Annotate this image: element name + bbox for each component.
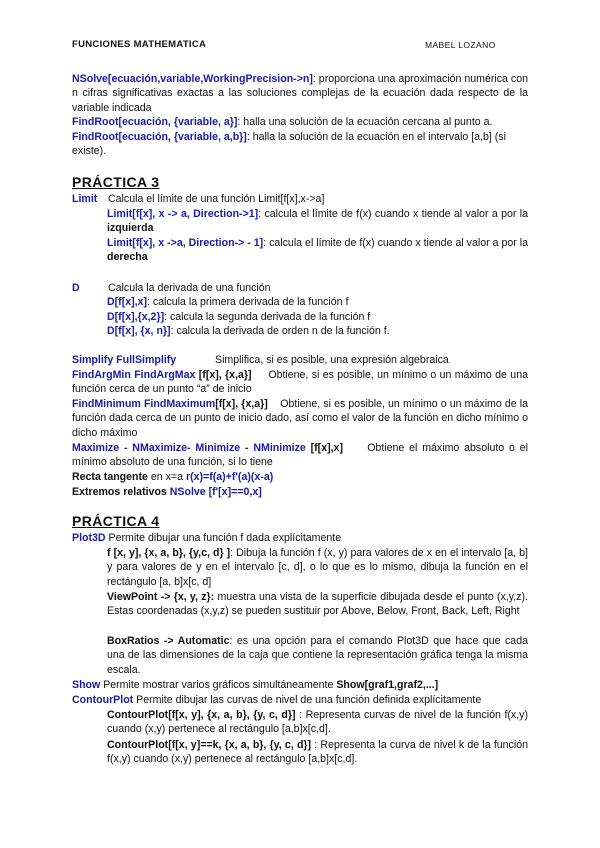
d-nth-row <box>107 324 528 338</box>
practica-4-heading: PRÁCTICA 4 <box>72 513 160 529</box>
limit-intro: Calcula el límite de una función Limit[f[x],x->a] <box>108 193 325 205</box>
findminimum-paragraph <box>72 397 528 440</box>
findroot-interval-paragraph <box>72 130 528 159</box>
limit-left-description: : calcula el límite de f(x) cuando x tiende al valor a por la <box>258 208 529 220</box>
d-intro-row <box>72 281 528 295</box>
d-nth-command: D[f[x], {x, n}] <box>107 325 171 337</box>
contourplot-command: ContourPlot <box>72 694 134 706</box>
d-first-description: : calcula la primera derivada de la función f <box>147 296 349 308</box>
d-first-row <box>107 295 528 309</box>
findroot-point-paragraph <box>72 115 528 129</box>
limit-left-command: Limit[f[x], x -> a, Direction->1] <box>107 208 259 220</box>
tangent-label: Recta tangente <box>72 471 148 483</box>
tangent-row <box>72 470 528 484</box>
simplify-command: Simplify FullSimplify <box>72 354 177 366</box>
d-first-command: D[f[x],x] <box>107 296 148 308</box>
viewpoint-paragraph <box>107 590 528 619</box>
nsolve-paragraph <box>72 72 528 115</box>
simplify-row <box>72 353 528 367</box>
limit-right-command: Limit[f[x], x ->a, Direction-> - 1] <box>107 237 264 249</box>
plot3d-syntax-paragraph <box>107 546 528 589</box>
show-row <box>72 678 528 692</box>
nsolve-description: : proporciona una aproximación numérica con n cifras significativas exactas a las soluciones complejas de la ecuación dada respecto de la variable indicada <box>72 73 528 114</box>
simplify-description: Simplifica, si es posible, una expresión algebraica <box>215 354 449 366</box>
contourplot-intro-row <box>72 693 528 707</box>
findargmin-description: Obtiene, si es posible, un mínimo o un máximo de una función cerca de un punto “a” de inicio <box>72 369 528 396</box>
contourplot-level-description: : Representa la curva de nivel k de la función f(x,y) cuando (x,y) pertenece al rectángulo [a,b]x[c,d]. <box>107 739 528 766</box>
limit-left-paragraph <box>107 207 528 236</box>
viewpoint-description: muestra una vista de la superficie dibujada desde el punto (x,y,z). Estas coordenadas (x,y,z) se pueden sustituir por Above, Below, Front, Back, Left, Right <box>107 591 528 618</box>
limit-right-paragraph <box>107 236 528 265</box>
d-nth-description: : calcula la derivada de orden n de la función f. <box>170 325 390 337</box>
page-header-author: MABEL LOZANO <box>425 40 496 50</box>
plot3d-command: Plot3D <box>72 532 106 544</box>
d-label: D <box>72 282 80 294</box>
plot3d-description: : Dibuja la función f (x, y) para valores de x en el intervalo [a, b] y para valores de y en el intervalo [c, d], o lo que es lo mismo, dibuja la función en el rectángulo [a, b]x[c, d] <box>107 547 529 588</box>
extremos-label: Extremos relativos <box>72 486 170 498</box>
nsolve-command: NSolve[ecuación,variable,WorkingPrecision->n] <box>72 73 313 85</box>
d-second-description: : calcula la segunda derivada de la función f <box>164 311 371 323</box>
contourplot-level-paragraph <box>107 738 528 767</box>
findroot-point-command: FindRoot[ecuación, {variable, a}] <box>72 116 238 128</box>
maximize-args: [f[x],x] <box>305 442 343 454</box>
boxratios-paragraph <box>107 634 528 677</box>
findargmin-paragraph <box>72 368 528 397</box>
extremos-command: NSolve [f'[x]==0,x] <box>169 486 262 498</box>
limit-intro-row <box>72 192 528 206</box>
d-second-row <box>107 310 528 324</box>
contourplot-curves-paragraph <box>107 708 528 737</box>
viewpoint-command: ViewPoint -> {x, y, z}: <box>107 591 215 603</box>
limit-left-bold: izquierda <box>107 222 154 235</box>
findroot-interval-description: : halla la solución de la ecuación en el intervalo [a,b] (si existe). <box>72 131 506 158</box>
findargmin-command: FindArgMin FindArgMax <box>72 369 196 381</box>
d-second-command: D[f[x],{x,2}] <box>107 311 165 323</box>
show-description: Permite mostrar varios gráficos simultáneamente <box>100 679 337 691</box>
findroot-interval-command: FindRoot[ecuación, {variable, a,b}] <box>72 131 247 143</box>
contourplot-intro: Permite dibujar las curvas de nivel de una función definida explícitamente <box>133 694 482 706</box>
show-syntax: Show[graf1,graf2,...] <box>336 679 439 691</box>
practica-3-heading: PRÁCTICA 3 <box>72 174 160 190</box>
plot3d-intro: Permite dibujar una función f dada explícitamente <box>105 532 342 544</box>
boxratios-description: : es una opción para el comando Plot3D que hace que cada una de las dimensiones de la caja que contiene la representación gráfica tenga la misma escala. <box>107 635 528 676</box>
contourplot-curves-description: : Representa curvas de nivel de la función f(x,y) cuando (x,y) pertenece al rectángulo [a,b]x[c,d]. <box>107 709 528 736</box>
findargmin-args: [f[x], {x,a}] <box>195 369 252 381</box>
page-header-title: FUNCIONES MATHEMATICA <box>72 39 207 50</box>
tangent-mid: en x=a <box>147 471 186 483</box>
show-command: Show <box>72 679 101 691</box>
tangent-formula: r(x)=f(a)+f'(a)(x-a) <box>185 471 274 483</box>
limit-right-bold: derecha <box>107 251 148 264</box>
findminimum-command: FindMinimum FindMaximum <box>72 398 216 410</box>
maximize-paragraph <box>72 441 528 470</box>
findminimum-description: Obtiene, si es posible, un mínimo o un máximo de la función dada cerca de un punto de inicio dado, así como el valor de la función en dicho mínimo o dicho máximo <box>72 398 529 439</box>
maximize-command: Maximize - NMaximize- Minimize - NMinimize <box>72 442 306 454</box>
boxratios-command: BoxRatios -> Automatic <box>107 635 230 647</box>
contourplot-level-command: ContourPlot[f[x, y]==k, {x, a, b}, {y, c, d}] <box>107 739 312 751</box>
limit-label: Limit <box>72 193 98 205</box>
contourplot-curves-command: ContourPlot[f[x, y], {x, a, b}, {y, c, d}] <box>107 709 296 721</box>
findminimum-args: [f[x], {x,a}] <box>215 398 268 410</box>
findroot-point-description: : halla una solución de la ecuación cercana al punto a. <box>237 116 493 128</box>
limit-right-description: : calcula el límite de f(x) cuando x tiende al valor a por la <box>263 237 529 249</box>
plot3d-args: f [x, y], {x, a, b}, {y,c, d} ] <box>107 547 231 559</box>
plot3d-intro-row <box>72 531 528 545</box>
maximize-description: Obtiene el máximo absoluto o el mínimo absoluto de una función, si lo tiene <box>72 442 529 469</box>
d-intro: Calcula la derivada de una función <box>108 282 271 294</box>
extremos-row <box>72 485 528 499</box>
